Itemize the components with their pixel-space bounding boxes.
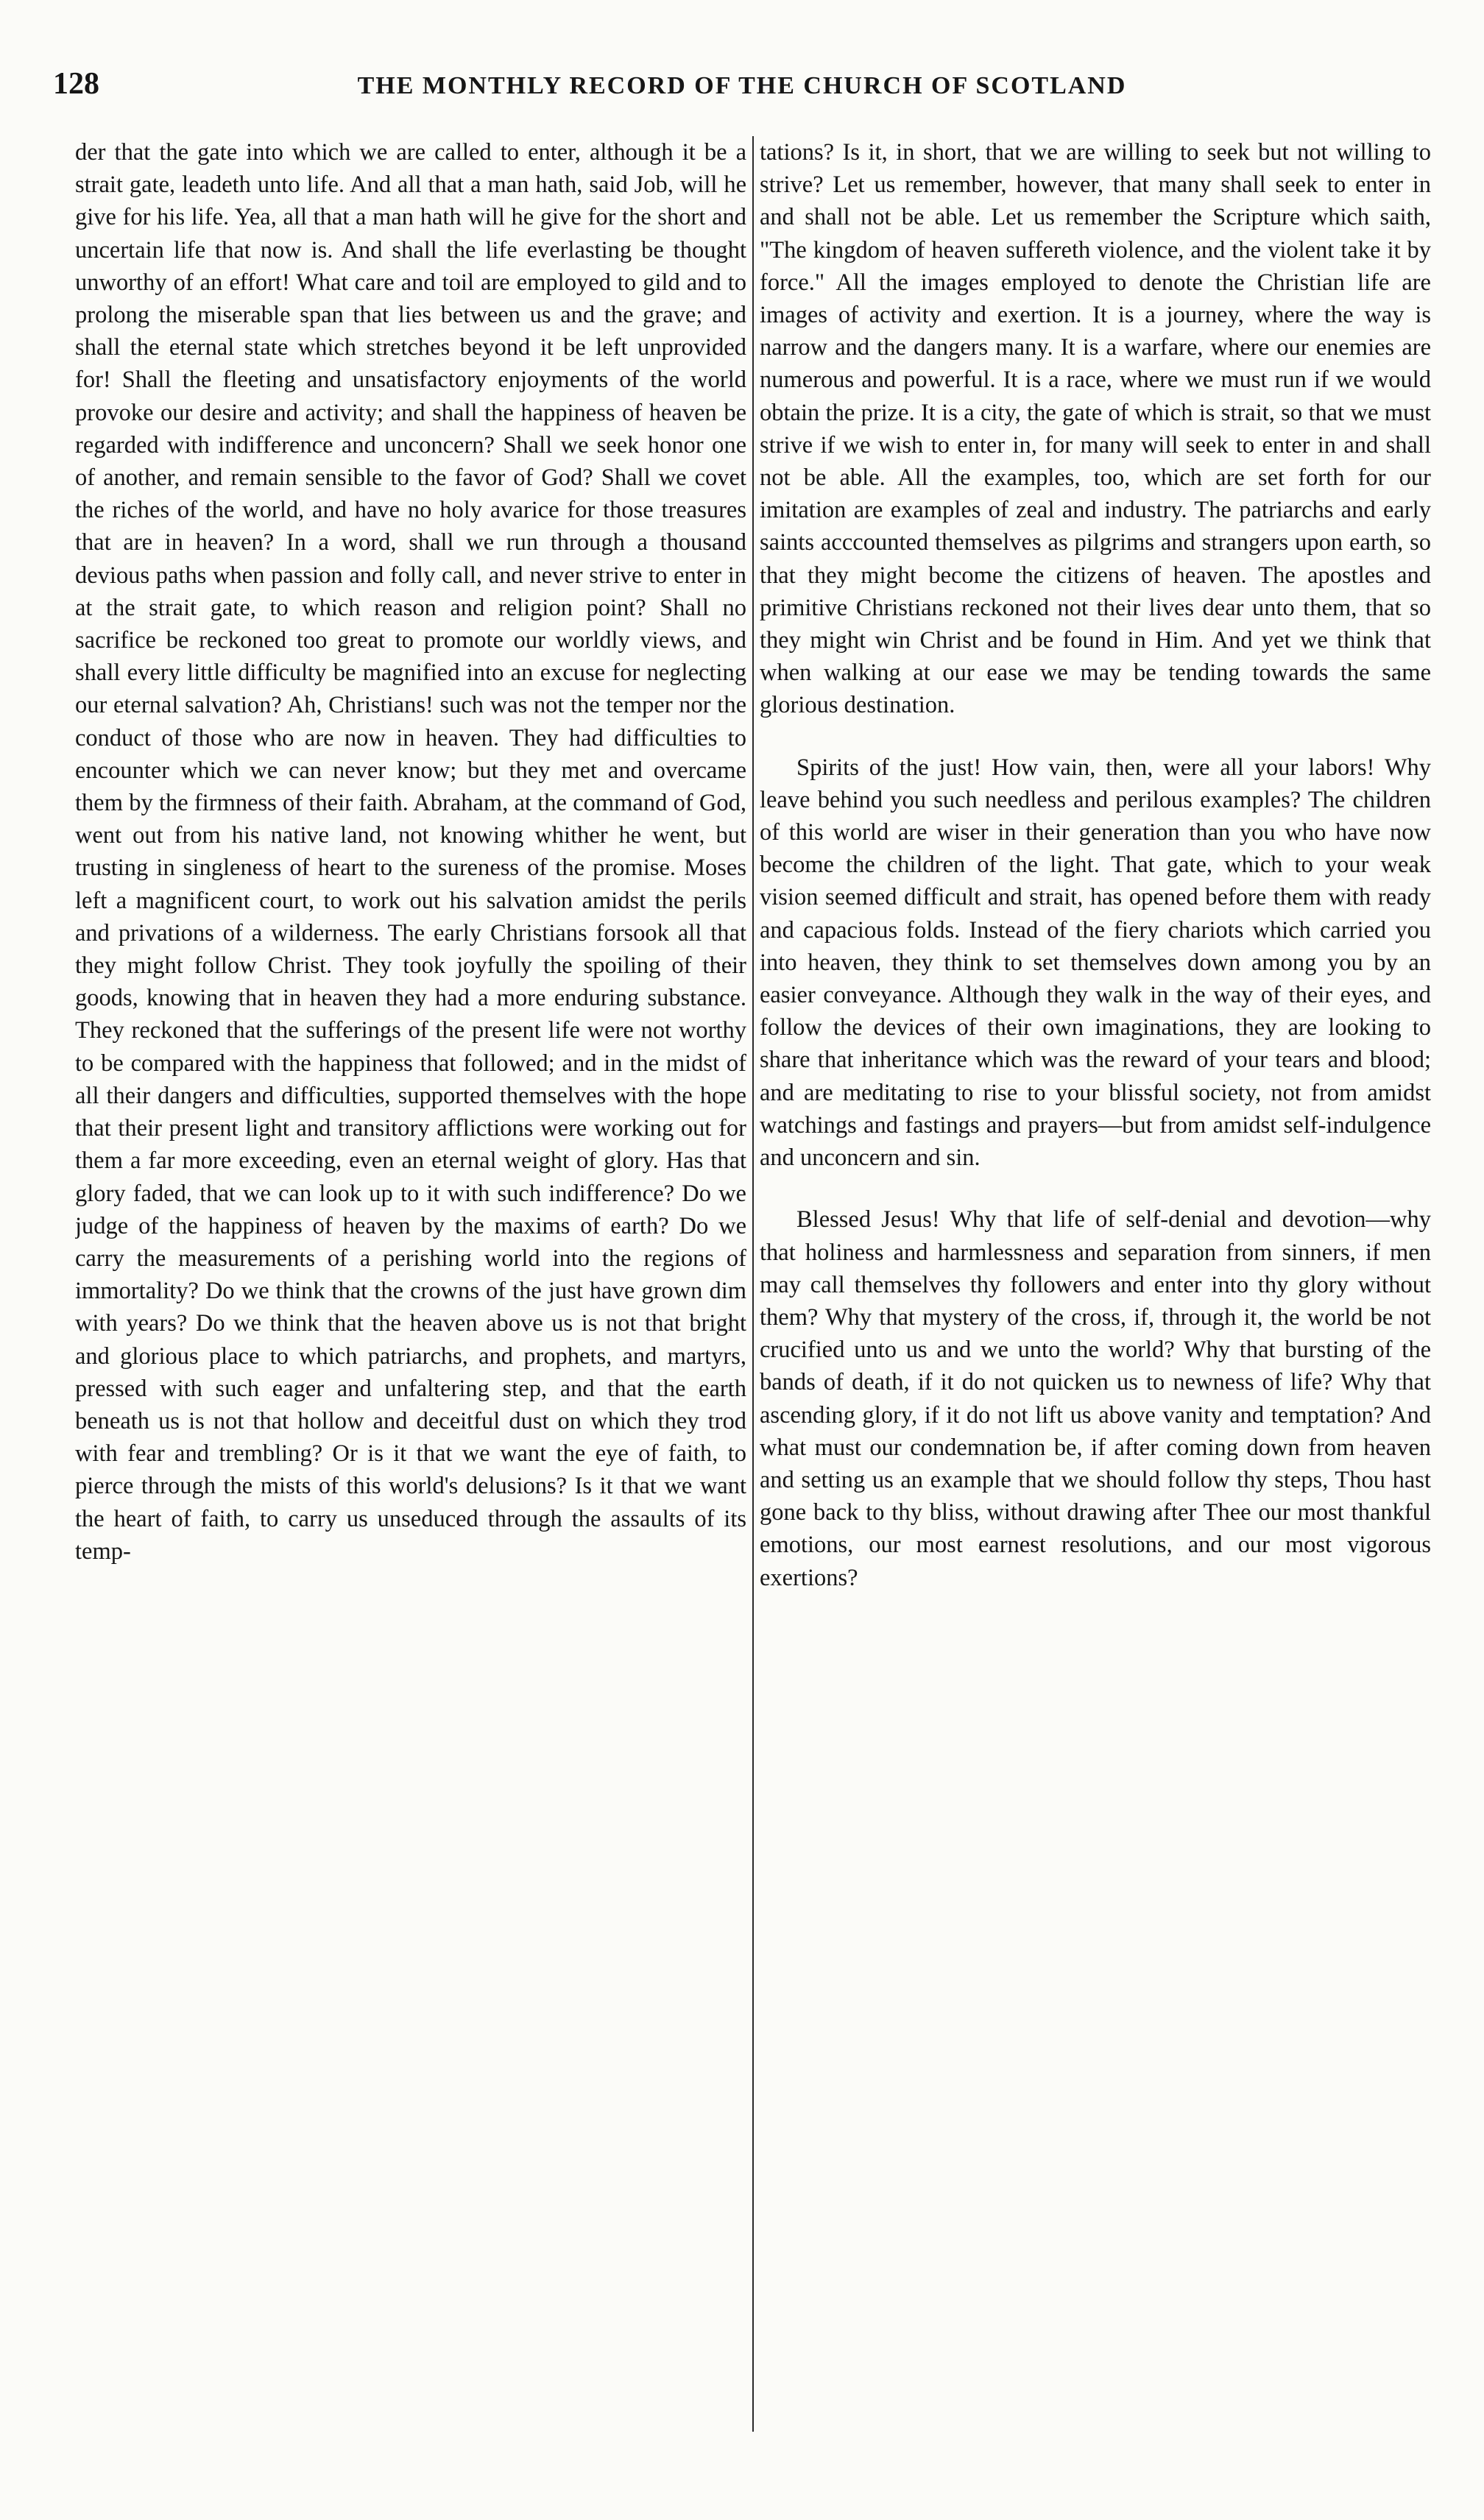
right-column — [760, 136, 1431, 2432]
paragraph: der that the gate into which we are called to enter, although it be a strait gate, leadeth unto life. And all that a man hath, said Job, will he give for his life. Yea, all that a man hath will he give for the short and uncertain life that now is. And shall the life everlasting be thought unworthy of an effort! What care and toil are employed to gild and to prolong the miserable span that lies between us and the grave; and shall the eternal state which stretches beyond it be left unprovided for! Shall the fleeting and unsatisfactory enjoyments of the world provoke our desire and activity; and shall the happiness of heaven be regarded with indifference and unconcern? Shall we seek honor one of another, and remain sensible to the favor of God? Shall we covet the riches of the world, and have no holy avarice for those treasures that are in heaven? In a word, shall we run through a thousand devious paths when passion and folly call, and never strive to enter in at the strait gate, to which reason and religion point? Shall no sacrifice be reckoned too great to promote our worldly views, and shall every little difficulty be magnified into an excuse for neglecting our eternal salvation? Ah, Christians! such was not the temper nor the conduct of those who are now in heaven. They had difficulties to encounter which we can never know; but they met and overcame them by the firmness of their faith. Abraham, at the command of God, went out from his native land, not knowing whither he went, but trusting in singleness of heart to the sureness of the promise. Moses left a magnificent court, to work out his salvation amidst the perils and privations of a wilderness. The early Christians forsook all that they might follow Christ. They took joyfully the spoiling of their goods, knowing that in heaven they had a more enduring substance. They reckoned that the sufferings of the present life were not worthy to be compared with the happiness that followed; and in the midst of all their dangers and difficulties, supported themselves with the hope that their present light and transitory afflictions were working out for them a far more exceeding, even an eternal weight of glory. Has that glory faded, that we can look up to it with such indifference? Do we judge of the happiness of heaven by the maxims of earth? Do we carry the measurements of a perishing world into the regions of immortality? Do we think that the crowns of the just have grown dim with years? Do we think that the heaven above us is not that bright and glorious place to which patriarchs, and prophets, and martyrs, pressed with such eager and unfaltering step, and that the earth beneath us is not that hollow and deceitful dust on which they trod with fear and trembling? Or is it that we want the eye of faith, to pierce through the mists of this world's delusions? Is it that we want the heart of faith, to carry us unseduced through the assaults of its temp- — [75, 139, 746, 1565]
left-column — [75, 136, 746, 2432]
paragraph: tations? Is it, in short, that we are willing to seek but not willing to strive? Let us remember, however, that many shall seek to enter in and shall not be able. Let us remember the Scripture which saith, "The kingdom of heaven suffereth violence, and the violent take it by force." All the images employed to denote the Christian life are images of activity and exertion. It is a journey, where the way is narrow and the dangers many. It is a warfare, where our enemies are numerous and powerful. It is a race, where we must run if we would obtain the prize. It is a city, the gate of which is strait, so that we must strive if we wish to enter in, for many will seek to enter in and shall not be able. All the examples, too, which are set forth for our imitation are examples of zeal and industry. The patriarchs and early saints acccounted themselves as pilgrims and strangers upon earth, so that they might become the citizens of heaven. The apostles and primitive Christians reckoned not their lives dear unto them, that so they might win Christ and be found in Him. And yet we think that when walking at our ease we may be tending towards the same glorious destination. — [760, 139, 1431, 719]
page-header — [53, 66, 1431, 118]
text-columns — [75, 136, 1431, 2432]
column-divider — [752, 136, 754, 2432]
paragraph: Spirits of the just! How vain, then, were all your labors! Why leave behind you such needless and perilous examples? The children of this world are wiser in their generation than you who have now become the children of the light. That gate, which to your weak vision seemed difficult and strait, has opened before them with ready and capacious folds. Instead of the fiery chariots which carried you into heaven, they think to set themselves down among you by an easier conveyance. Although they walk in the way of their eyes, and follow the devices of their own imaginations, they are looking to share that inheritance which was the reward of your tears and blood; and are meditating to rise to your blissful society, not from amidst watchings and fastings and prayers—but from amidst self-indulgence and unconcern and sin. — [760, 754, 1431, 1172]
running-title: THE MONTHLY RECORD OF THE CHURCH OF SCOTLAND — [357, 72, 1127, 99]
paragraph: Blessed Jesus! Why that life of self-denial and devotion—why that holiness and harmlessness and separation from sinners, if men may call themselves thy followers and enter into thy glory without them? Why that mystery of the cross, if, through it, the world be not crucified unto us and we unto the world? Why that bursting of the bands of death, if it do not quicken us to newness of life? Why that ascending glory, if it do not lift us above vanity and temptation? And what must our condemnation be, if after coming down from heaven and setting us an example that we should follow thy steps, Thou hast gone back to thy bliss, without drawing after Thee our most thankful emotions, our most earnest resolutions, and our most vigorous exertions? — [760, 1206, 1431, 1591]
page-number: 128 — [53, 67, 99, 101]
